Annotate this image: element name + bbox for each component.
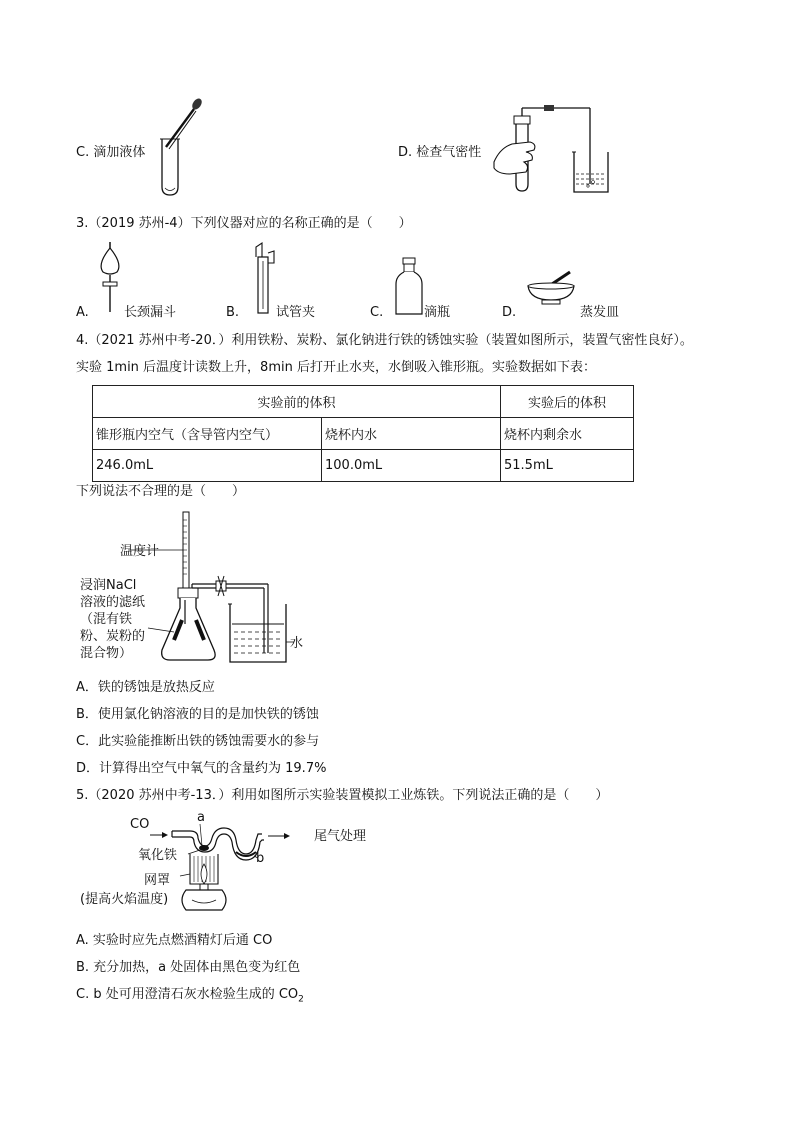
- val-remaining-water: 51.5mL: [501, 450, 634, 482]
- q5-option-c-text: C. b 处可用澄清石灰水检验生成的 CO: [76, 987, 299, 1002]
- label-mesh: 网罩: [144, 873, 171, 888]
- label-water: 水: [290, 636, 304, 651]
- val-flask-air: 246.0mL: [93, 450, 322, 482]
- q5-option-c: [76, 987, 304, 1008]
- q4-option-c: C．此实验能推断出铁的锈蚀需要水的参与: [76, 734, 320, 749]
- q3-option-c-name: 滴瓶: [424, 305, 451, 320]
- label-paper-5: 混合物）: [80, 646, 133, 661]
- label-tail-gas: 尾气处理: [314, 829, 367, 844]
- q4-option-b: B．使用氯化钠溶液的目的是加快铁的锈蚀: [76, 707, 319, 722]
- q4-stem-line2: 实验 1min 后温度计读数上升，8min 后打开止水夹，水倒吸入锥形瓶。实验数据如下表：: [76, 360, 596, 375]
- label-b: b: [256, 851, 265, 866]
- q4-question: 下列说法不合理的是（ ）: [76, 484, 246, 499]
- q4-option-d: D．计算得出空气中氧气的含量约为 19.7%: [76, 761, 327, 776]
- iron-smelting-figure: [150, 820, 320, 924]
- q2-option-d: D. 检查气密性: [398, 145, 482, 160]
- q5-option-b: B. 充分加热，a 处固体由黑色变为红色: [76, 960, 301, 975]
- airtightness-check-figure: [490, 102, 630, 201]
- label-a: a: [197, 810, 205, 825]
- q3-option-c-letter: C.: [370, 305, 384, 320]
- volume-data-table: [92, 385, 634, 482]
- q3-option-b-name: 试管夹: [276, 305, 316, 320]
- q3-option-d-name: 蒸发皿: [580, 305, 620, 320]
- q4-option-a: A．铁的锈蚀是放热反应: [76, 680, 215, 695]
- q3-option-a-letter: A.: [76, 305, 89, 320]
- q5-option-c-subscript: 2: [298, 994, 304, 1005]
- label-paper-1: 浸润NaCl: [80, 578, 137, 593]
- reagent-bottle-icon: [394, 258, 424, 322]
- q2-option-c: C. 滴加液体: [76, 145, 146, 160]
- val-beaker-water: 100.0mL: [322, 450, 501, 482]
- col-remaining-water: 烧杯内剩余水: [501, 418, 634, 450]
- q3-option-a-name: 长颈漏斗: [124, 305, 177, 320]
- q4-stem-line1: 4.（2021 苏州中考-20．）利用铁粉、炭粉、氯化钠进行铁的锈蚀实验（装置如图所示，装置气密性良好）。: [76, 333, 693, 348]
- separatory-funnel-icon: [95, 242, 125, 321]
- rusting-apparatus-figure: [150, 508, 300, 672]
- col-beaker-water: 烧杯内水: [322, 418, 501, 450]
- header-before: 实验前的体积: [93, 386, 501, 418]
- dropper-tube-figure: [150, 95, 210, 204]
- header-after: 实验后的体积: [501, 386, 634, 418]
- label-thermometer: 温度计: [120, 544, 160, 559]
- label-paper-2: 溶液的滤纸: [80, 595, 146, 610]
- label-co: CO: [130, 817, 150, 832]
- q3-stem: 3.（2019 苏州-4）下列仪器对应的名称正确的是（ ）: [76, 216, 412, 231]
- mortar-pestle-icon: [526, 270, 576, 310]
- label-iron-oxide: 氧化铁: [138, 848, 178, 863]
- q5-stem: 5.（2020 苏州中考-13．）利用如图所示实验装置模拟工业炼铁。下列说法正确的是（ ）: [76, 788, 609, 803]
- label-paper-4: 粉、炭粉的: [80, 629, 146, 644]
- q3-option-d-letter: D.: [502, 305, 517, 320]
- label-paper-3: （混有铁: [80, 612, 133, 627]
- label-mesh-note: (提高火焰温度): [80, 892, 169, 907]
- q5-option-a: A. 实验时应先点燃酒精灯后通 CO: [76, 933, 273, 948]
- q3-option-b-letter: B.: [226, 305, 240, 320]
- col-flask-air: 锥形瓶内空气（含导管内空气）: [93, 418, 322, 450]
